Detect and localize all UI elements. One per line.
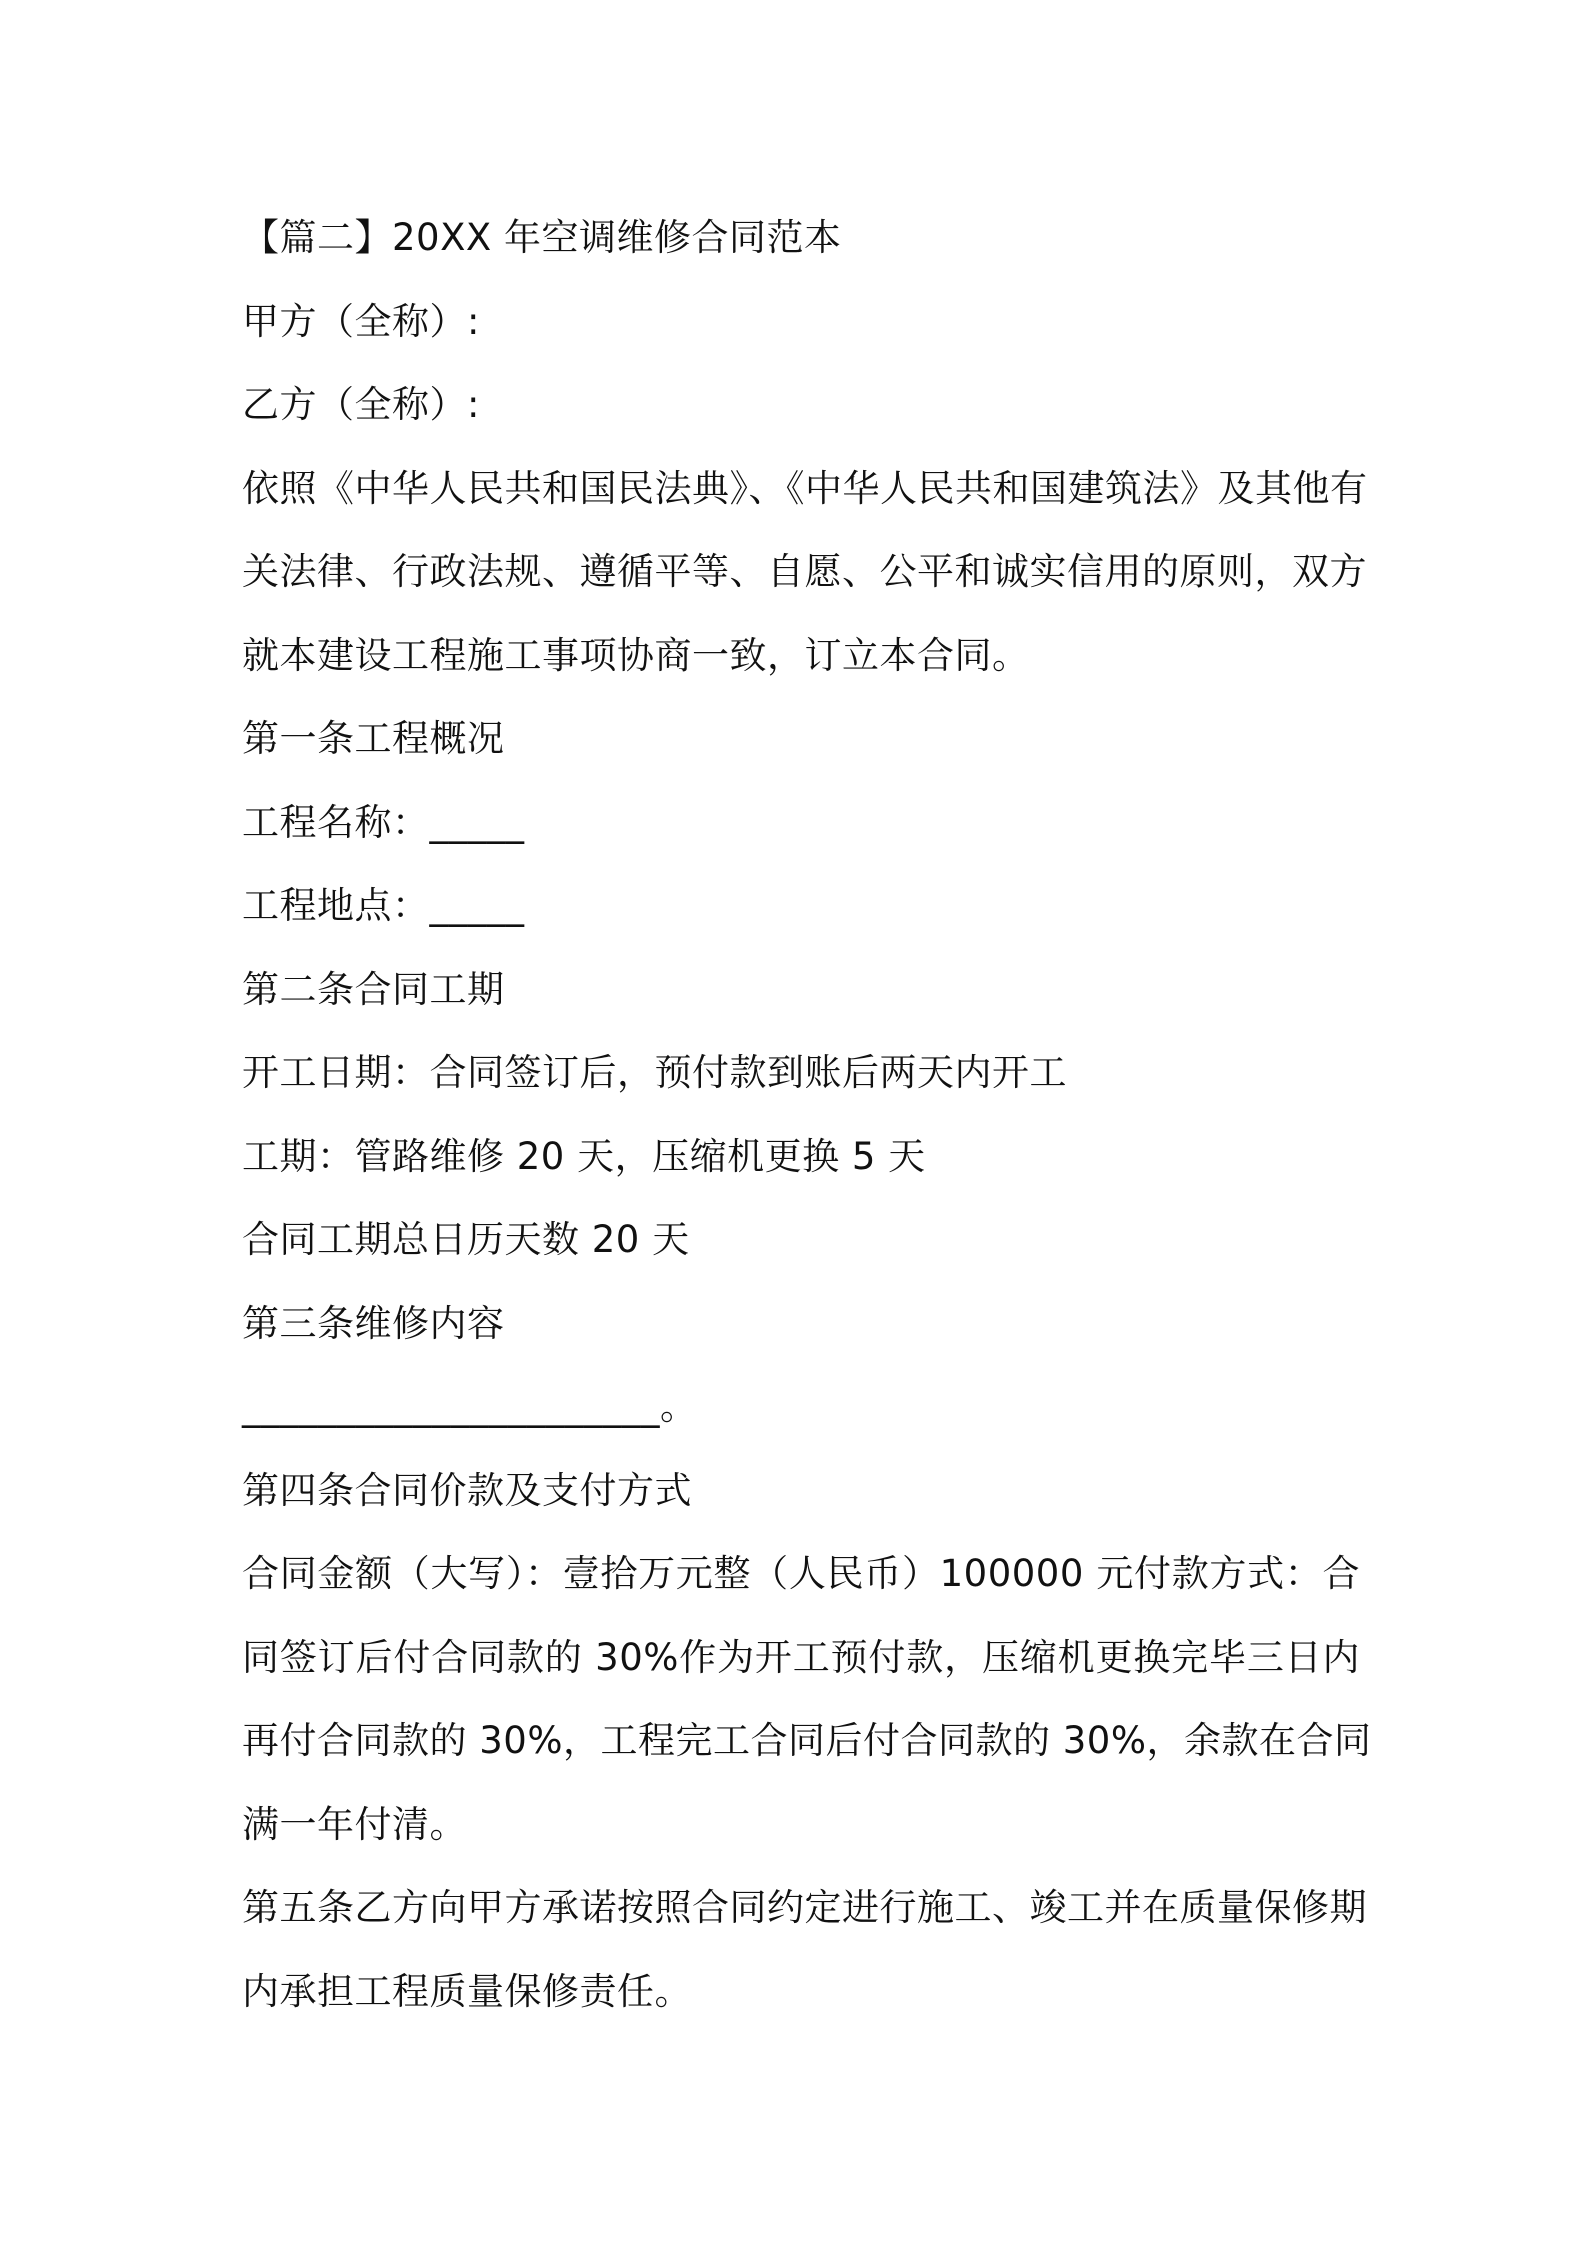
payment-line: 合同金额（大写）：壹拾万元整（人民币）100000 元付款方式：合 <box>242 1552 1360 1595</box>
preamble-line: 依照《中华人民共和国民法典》、《中华人民共和国建筑法》及其他有 <box>242 466 1368 510</box>
project-location-line: 工程地点：_____ <box>242 884 525 927</box>
payment-line: 同签订后付合同款的 30%作为开工预付款，压缩机更换完毕三日内 <box>242 1635 1360 1679</box>
article-3-heading: 第三条维修内容 <box>242 1301 505 1345</box>
article-4-heading: 第四条合同价款及支付方式 <box>242 1468 692 1512</box>
article-2-heading: 第二条合同工期 <box>242 967 505 1011</box>
duration-line: 工期：管路维修 20 天，压缩机更换 5 天 <box>242 1134 926 1178</box>
payment-line: 满一年付清。 <box>242 1802 467 1846</box>
document-body <box>242 196 1372 2033</box>
payment-line: 再付合同款的 30%，工程完工合同后付合同款的 30%，余款在合同 <box>242 1719 1372 1762</box>
payment-paragraph <box>242 1532 1372 1866</box>
project-name-line: 工程名称：_____ <box>242 800 525 844</box>
preamble-paragraph <box>242 447 1368 698</box>
article-1-heading: 第一条工程概况 <box>242 717 505 760</box>
start-date-line: 开工日期：合同签订后，预付款到账后两天内开工 <box>242 1051 1067 1094</box>
article-5-paragraph <box>242 1866 1367 2033</box>
preamble-line: 就本建设工程施工事项协商一致，订立本合同。 <box>242 633 1030 677</box>
party-b-line: 乙方（全称）: <box>242 383 480 426</box>
preamble-line: 关法律、行政法规、遵循平等、自愿、公平和诚实信用的原则，双方 <box>242 550 1367 593</box>
party-a-line: 甲方（全称）: <box>242 299 480 343</box>
total-days-line: 合同工期总日历天数 20 天 <box>242 1218 690 1261</box>
repair-content-blank: ______________________。 <box>242 1385 698 1428</box>
document-title: 【篇二】20XX 年空调维修合同范本 <box>242 216 842 259</box>
article-5-line: 内承担工程质量保修责任。 <box>242 1969 692 2013</box>
article-5-line: 第五条乙方向甲方承诺按照合同约定进行施工、竣工并在质量保修期 <box>242 1886 1367 1929</box>
